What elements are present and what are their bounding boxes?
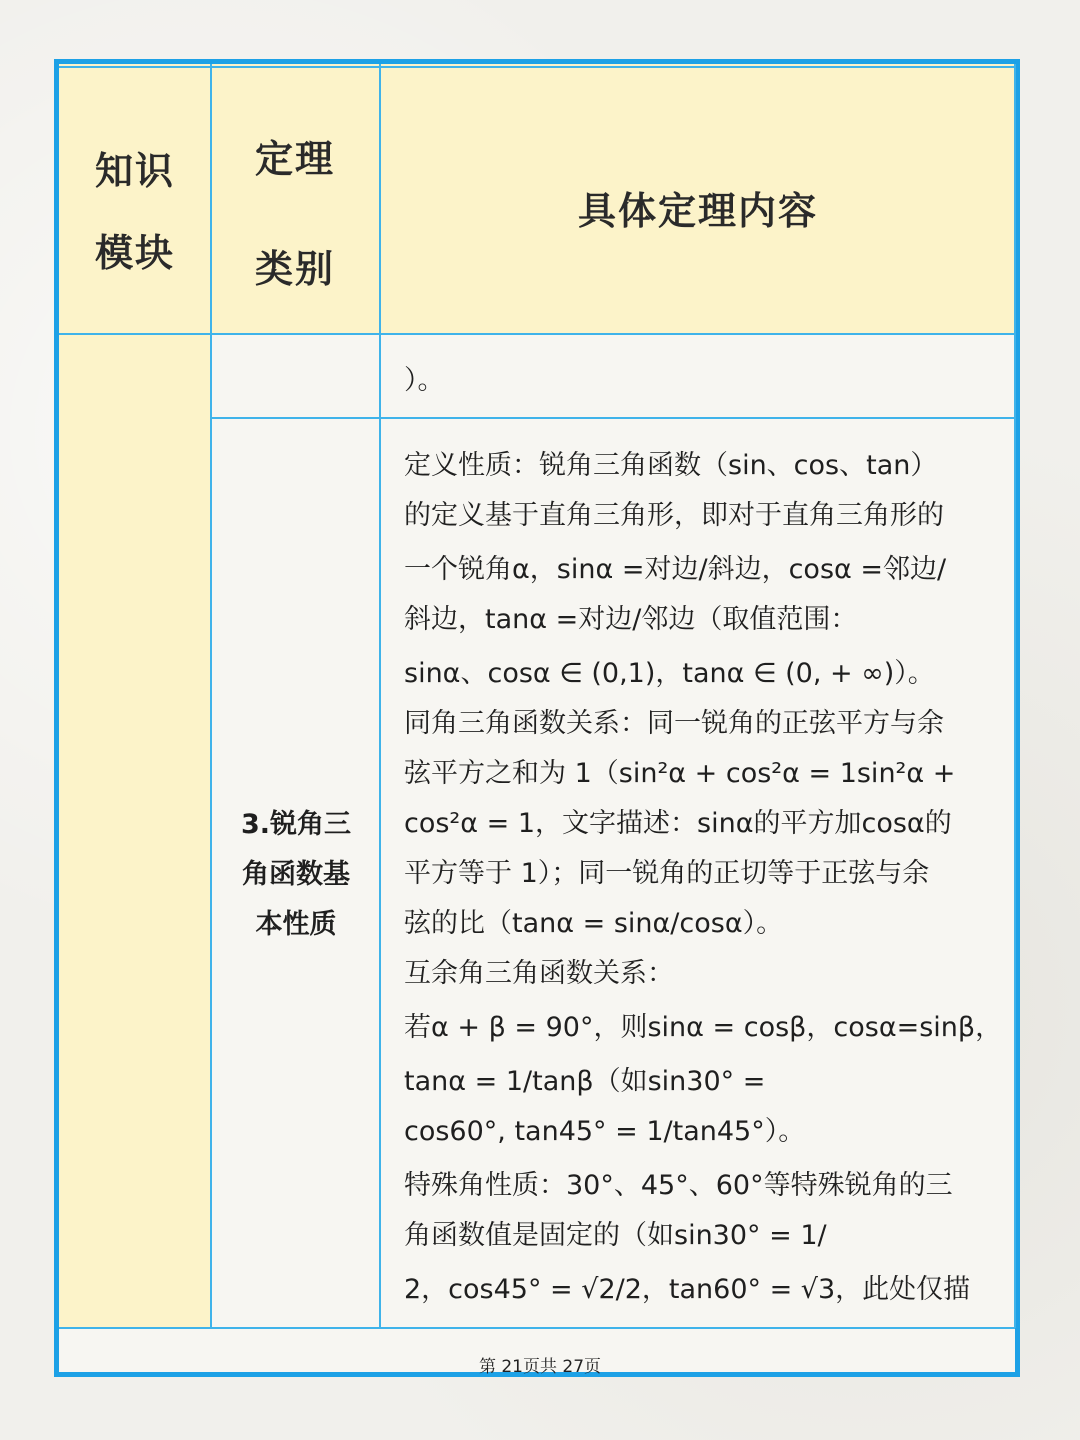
grid-line (59, 1327, 1015, 1329)
content-line: 特殊角性质：30°、45°、60°等特殊锐角的三 (404, 1170, 953, 1201)
content-line: cos60°, tan45° = 1/tan45°）。 (404, 1116, 806, 1147)
content-line: 角函数值是固定的（如sin30° = 1/ (404, 1220, 827, 1251)
header-module-line1: 知识 (94, 149, 175, 193)
grid-line (59, 66, 1015, 68)
content-line: 平方等于 1）；同一锐角的正切等于正弦与余 (404, 858, 930, 889)
theorem-category: 3.锐角三 角函数基 本性质 (240, 809, 352, 940)
grid-line (211, 417, 1015, 419)
module-column-bg (59, 334, 211, 1328)
content-line: 弦的比（tanα = sinα/cosα）。 (404, 908, 784, 939)
header-content: 具体定理内容 (577, 189, 818, 233)
header-category-line2: 类别 (254, 247, 335, 291)
grid-line (1014, 64, 1016, 1328)
grid-line (59, 333, 1015, 335)
content-line: 斜边，tanα =对边/邻边（取值范围： (404, 604, 858, 635)
grid-line (379, 64, 381, 1328)
header-category-line1: 定理 (254, 137, 335, 181)
content-line: 2，cos45° = √2/2，tan60° = √3，此处仅描 (404, 1274, 971, 1305)
content-line: 定义性质：锐角三角函数（sin、cos、tan） (404, 450, 938, 481)
content-line: 一个锐角α，sinα =对边/斜边，cosα =邻边/ (404, 554, 947, 585)
content-line: 同角三角函数关系：同一锐角的正弦平方与余 (404, 708, 944, 739)
continued-content: ）。 (404, 365, 445, 396)
content-line: tanα = 1/tanβ（如sin30° = (404, 1066, 766, 1097)
content-line: 互余角三角函数关系： (404, 958, 674, 989)
content-line: sinα、cosα ∈ (0,1)，tanα ∈ (0, + ∞)）。 (404, 658, 935, 689)
content-line: 若α + β = 90°，则sinα = cosβ，cosα=sinβ， (404, 1012, 1003, 1043)
content-line: 弦平方之和为 1（sin²α + cos²α = 1sin²α + (404, 758, 956, 789)
page-number: 第 21页共 27页 (478, 1357, 602, 1377)
content-line: cos²α = 1，文字描述：sinα的平方加cosα的 (404, 808, 952, 839)
content-line: 的定义基于直角三角形，即对于直角三角形的 (404, 500, 944, 531)
header-module-line2: 模块 (94, 231, 175, 275)
